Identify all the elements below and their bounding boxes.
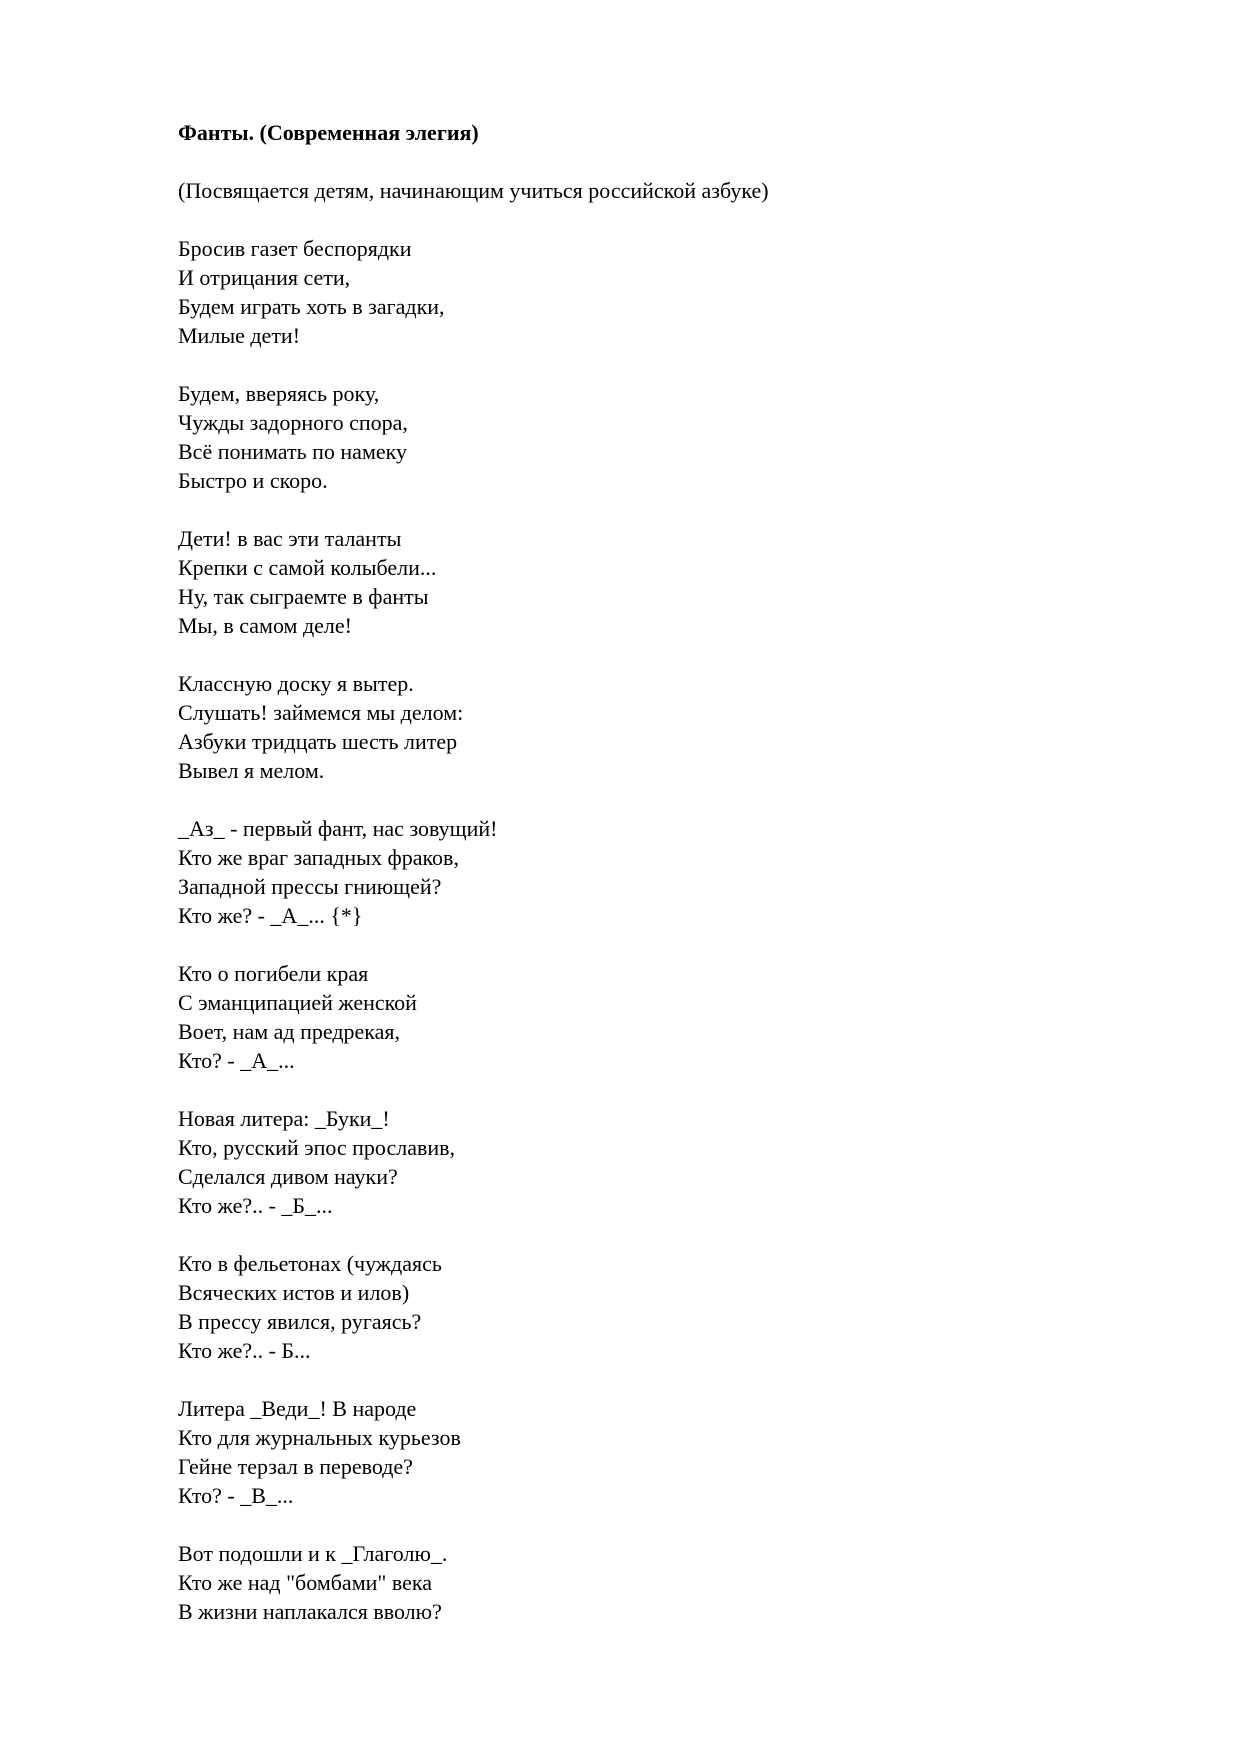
poem-line: Вот подошли и к _Глаголю_.	[178, 1541, 448, 1566]
stanza-1	[178, 234, 1178, 350]
poem-line: Кто же?.. - Б...	[178, 1338, 311, 1363]
poem-line: Кто для журнальных курьезов	[178, 1425, 461, 1450]
poem-line: Бросив газет беспорядки	[178, 236, 412, 261]
poem-line: Литера _Веди_! В народе	[178, 1396, 417, 1421]
poem-line: Кто же?.. - _Б_...	[178, 1193, 333, 1218]
poem-line: Новая литера: _Буки_!	[178, 1106, 390, 1131]
stanza-7	[178, 1104, 1178, 1220]
poem-line: Быстро и скоро.	[178, 468, 328, 493]
poem-title: Фанты. (Современная элегия)	[178, 120, 479, 145]
poem-line: Сделался дивом науки?	[178, 1164, 398, 1189]
poem-line: Будем, вверяясь року,	[178, 381, 380, 406]
poem-line: В прессу явился, ругаясь?	[178, 1309, 422, 1334]
poem-line: Милые дети!	[178, 323, 301, 348]
poem-line: Классную доску я вытер.	[178, 671, 414, 696]
poem-line: Будем играть хоть в загадки,	[178, 294, 445, 319]
poem-line: Ну, так сыграемте в фанты	[178, 584, 429, 609]
stanza-10	[178, 1539, 1178, 1626]
stanza-8	[178, 1249, 1178, 1365]
document-page	[178, 118, 1178, 1626]
poem-line: _Аз_ - первый фант, нас зовущий!	[178, 816, 498, 841]
poem-line: Всё понимать по намеку	[178, 439, 408, 464]
poem-line: Кто, русский эпос прославив,	[178, 1135, 456, 1160]
stanza-3	[178, 524, 1178, 640]
poem-line: Кто о погибели края	[178, 961, 369, 986]
poem-line: Западной прессы гниющей?	[178, 874, 442, 899]
stanza-4	[178, 669, 1178, 785]
poem-line: Дети! в вас эти таланты	[178, 526, 402, 551]
poem-line: Кто же? - _А_... {*}	[178, 903, 363, 928]
poem-line: Всяческих истов и илов)	[178, 1280, 410, 1305]
poem-line: Кто? - _А_...	[178, 1048, 295, 1073]
poem-line: Вывел я мелом.	[178, 758, 325, 783]
poem-line: Кто? - _В_...	[178, 1483, 294, 1508]
stanza-6	[178, 959, 1178, 1075]
poem-line: Кто в фельетонах (чуждаясь	[178, 1251, 442, 1276]
poem-line: Крепки с самой колыбели...	[178, 555, 437, 580]
poem-line: Воет, нам ад предрекая,	[178, 1019, 401, 1044]
poem-line: С эманципацией женской	[178, 990, 417, 1015]
poem-line: Кто же враг западных фраков,	[178, 845, 459, 870]
poem-line: Кто же над "бомбами" века	[178, 1570, 433, 1595]
poem-line: Гейне терзал в переводе?	[178, 1454, 413, 1479]
poem-line: Чужды задорного спора,	[178, 410, 408, 435]
poem-line: Азбуки тридцать шесть литер	[178, 729, 458, 754]
stanza-2	[178, 379, 1178, 495]
poem-dedication: (Посвящается детям, начинающим учиться российской азбуке)	[178, 178, 769, 203]
poem-line: Мы, в самом деле!	[178, 613, 352, 638]
poem-line: В жизни наплакался вволю?	[178, 1599, 442, 1624]
poem-line: Слушать! займемся мы делом:	[178, 700, 464, 725]
stanza-5	[178, 814, 1178, 930]
stanza-9	[178, 1394, 1178, 1510]
poem-line: И отрицания сети,	[178, 265, 351, 290]
